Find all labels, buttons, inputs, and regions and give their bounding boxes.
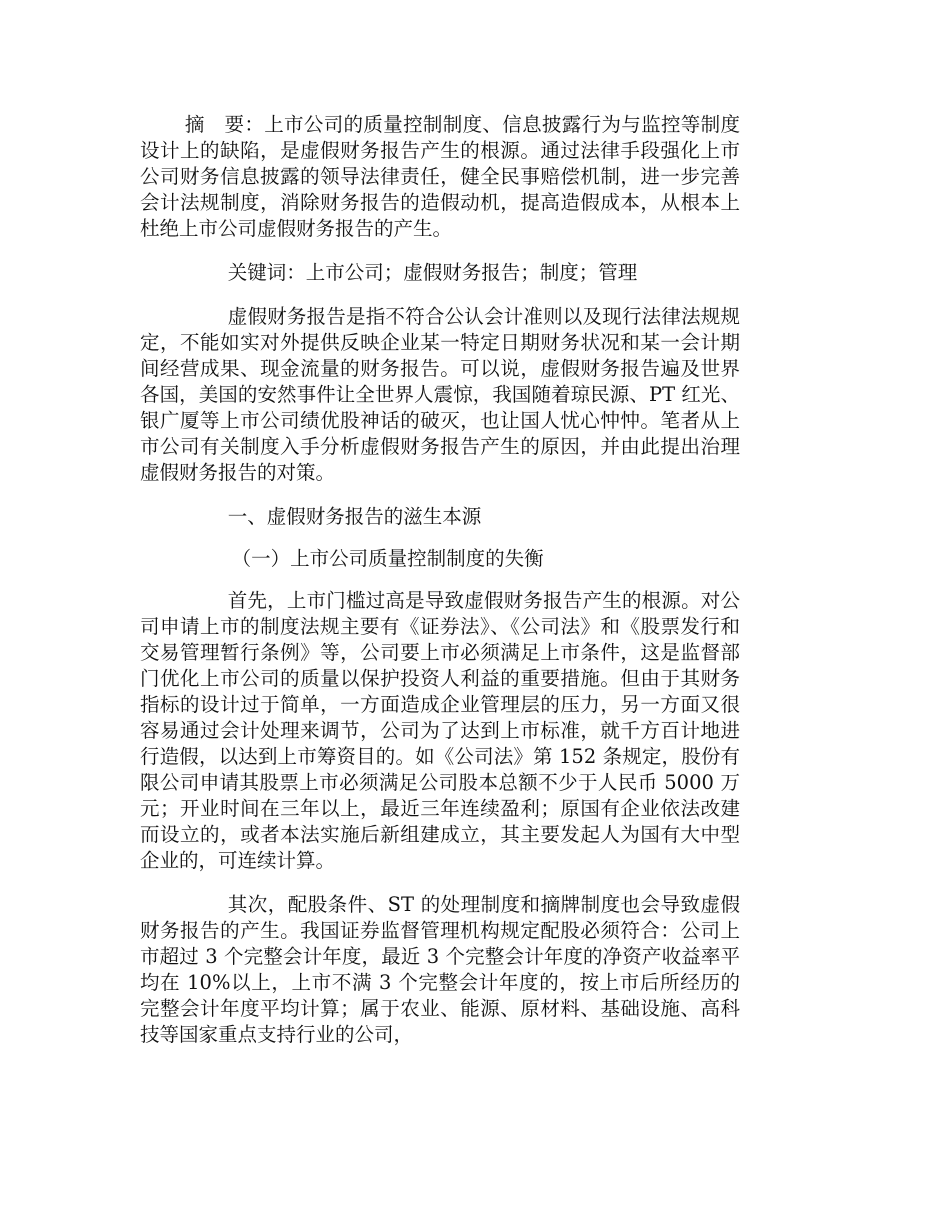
- section-heading: 一、虚假财务报告的滋生本源: [227, 505, 482, 528]
- body-paragraph-first: 首先，上市门槛过高是导致虚假财务报告产生的根源。对公司申请上市的制度法规主要有《证券法》、《公司法》和《股票发行和交易管理暂行条例》等，公司要上市必须满足上市条件，这是监督部门优化上市公司的质量以保护投资人利益的重要措施。但由于其财务指标的设计过于简单，一方面造成企业管理层的压力，另一方面又很容易通过会计处理来调节，公司为了达到上市标准，就千方百计地进行造假，以达到上市筹资目的。如《公司法》第 152 条规定，股份有限公司申请其股票上市必须满足公司股本总额不少于人民币 5000 万元；开业时间在三年以上，最近三年连续盈利；原国有企业依法改建而设立的，或者本法实施后新组建成立，其主要发起人为国有大中型企业的，可连续计算。: [140, 589, 740, 872]
- abstract-paragraph: 摘 要：上市公司的质量控制制度、信息披露行为与监控等制度设计上的缺陷，是虚假财务报告产生的根源。通过法律手段强化上市公司财务信息披露的领导法律责任，健全民事赔偿机制，进一步完善会计法规制度，消除财务报告的造假动机，提高造假成本，从根本上杜绝上市公司虚假财务报告的产生。: [140, 113, 740, 240]
- document-body: [140, 112, 740, 1066]
- subsection-heading: （一）上市公司质量控制制度的失衡: [231, 547, 544, 570]
- intro-paragraph: 虚假财务报告是指不符合公认会计准则以及现行法律法规规定，不能如实对外提供反映企业某一特定日期财务状况和某一会计期间经营成果、现金流量的财务报告。可以说，虚假财务报告遍及世界各国，美国的安然事件让全世界人震惊，我国随着琼民源、PT 红光、银广厦等上市公司绩优股神话的破灭，也让国人忧心忡忡。笔者从上市公司有关制度入手分析虚假财务报告产生的原因，并由此提出治理虚假财务报告的对策。: [140, 305, 740, 484]
- body-paragraph-second: 其次，配股条件、ST 的处理制度和摘牌制度也会导致虚假财务报告的产生。我国证券监督管理机构规定配股必须符合：公司上市超过 3 个完整会计年度，最近 3 个完整会计年度的净资产收益率平均在 10%以上，上市不满 3 个完整会计年度的，按上市后所经历的完整会计年度平均计算；属于农业、能源、原材料、基础设施、高科技等国家重点支持行业的公司，: [140, 893, 740, 1046]
- keywords-line: 关键词：上市公司；虚假财务报告；制度；管理: [227, 261, 638, 284]
